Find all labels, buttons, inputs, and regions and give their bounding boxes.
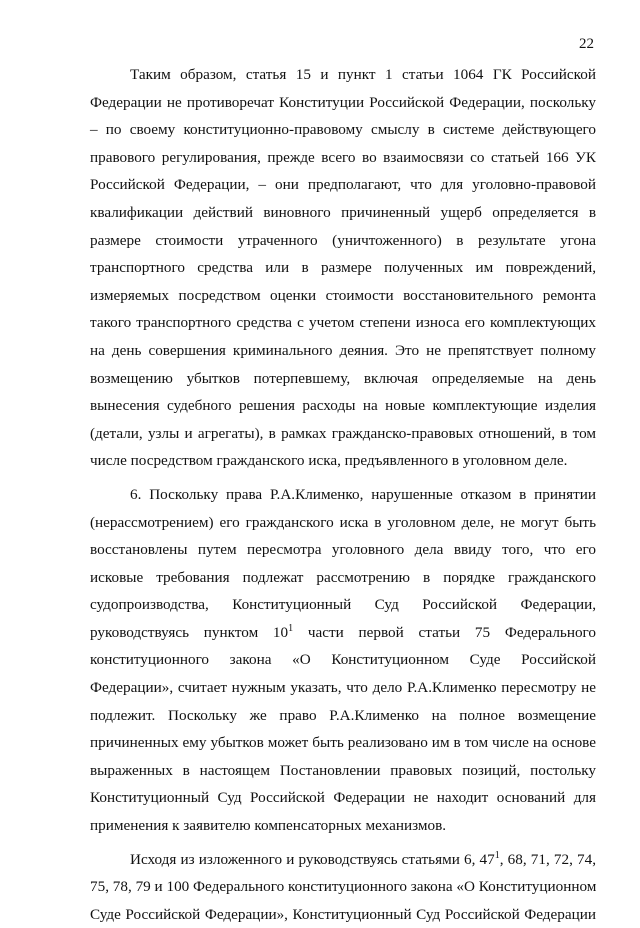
text-line: транспортного средства или в размере полученных им повреждений,: [90, 259, 596, 277]
text-line: правового регулирования, прежде всего во взаимосвязи со статьей 166 УК: [90, 148, 596, 166]
superscript: 1: [494, 849, 500, 861]
text-line: измеряемых посредством оценки стоимости восстановительного ремонта: [90, 286, 596, 304]
text-line: (нерассмотрением) его гражданского иска в уголовном деле, не могут быть: [90, 513, 596, 531]
text-line-with-superscript: Исходя из изложенного и руководствуясь статьями 6, $47^1$, 68, 71, 72, 74,: [130, 849, 596, 868]
text-line: – по своему конституционно-правовому смыслу в системе действующего: [90, 121, 596, 139]
text-line: восстановлены путем пересмотра уголовного дела ввиду того, что его: [90, 541, 596, 559]
text-line: 75, 78, 79 и 100 Федерального конституционного закона «О Конституционном: [90, 878, 597, 896]
text-line: числе посредством гражданского иска, предъявленного в уголовном деле.: [90, 452, 568, 470]
text-line: выраженных в настоящем Постановлении правовых позиций, постольку: [90, 761, 596, 779]
text-line: (детали, узлы и агрегаты), в рамках гражданско-правовых отношений, в том: [90, 424, 596, 442]
paragraph-item-6: [90, 481, 596, 840]
page-number: 22: [579, 36, 594, 52]
superscript: 1: [288, 622, 294, 634]
text-line: причиненных ему убытков может быть реализовано им в том числе на основе: [90, 734, 596, 752]
text-line: на день совершения криминального деяния. Это не препятствует полному: [90, 341, 596, 359]
text-line: Российской Федерации, – они предполагают, что для уголовно-правовой: [90, 176, 596, 194]
paragraph-conclusion-articles: [90, 61, 596, 475]
text-line: Федерации не противоречат Конституции Российской Федерации, поскольку: [90, 93, 596, 111]
text-line: возмещению убытков потерпевшему, включая определяемые на день: [90, 369, 596, 387]
text-line: такого транспортного средства с учетом степени износа его комплектующих: [90, 314, 596, 332]
text-line: исковые требования подлежат рассмотрению в порядке гражданского: [90, 568, 596, 586]
text-line: применения к заявителю компенсаторных механизмов.: [90, 817, 447, 835]
text-line: подлежит. Поскольку же право Р.А.Клименко на полное возмещение: [90, 706, 596, 724]
text-line-with-superscript: руководствуясь пунктом $10^1$ части первой статьи 75 Федерального: [90, 622, 596, 641]
text-line: конституционного закона «О Конституционном Суде Российской: [90, 651, 596, 669]
text-line: вынесения судебного решения расходы на новые комплектующие изделия: [90, 397, 596, 415]
text-line: Конституционный Суд Российской Федерации не находит оснований для: [90, 789, 596, 807]
text-line: Суде Российской Федерации», Конституционный Суд Российской Федерации: [90, 905, 596, 923]
text-line: судопроизводства, Конституционный Суд Российской Федерации,: [90, 596, 596, 614]
document-body: [90, 61, 596, 928]
text-line: квалификации действий виновного причиненный ущерб определяется в: [90, 203, 596, 221]
text-line: 6. Поскольку права Р.А.Клименко, нарушенные отказом в принятии: [130, 485, 596, 503]
paragraph-resolution-intro: [90, 846, 596, 928]
text-line: Федерации», считает нужным указать, что дело Р.А.Клименко пересмотру не: [90, 679, 596, 697]
text-line: размере стоимости утраченного (уничтоженного) в результате угона: [90, 231, 596, 249]
text-line: Таким образом, статья 15 и пункт 1 статьи 1064 ГК Российской: [130, 66, 596, 83]
